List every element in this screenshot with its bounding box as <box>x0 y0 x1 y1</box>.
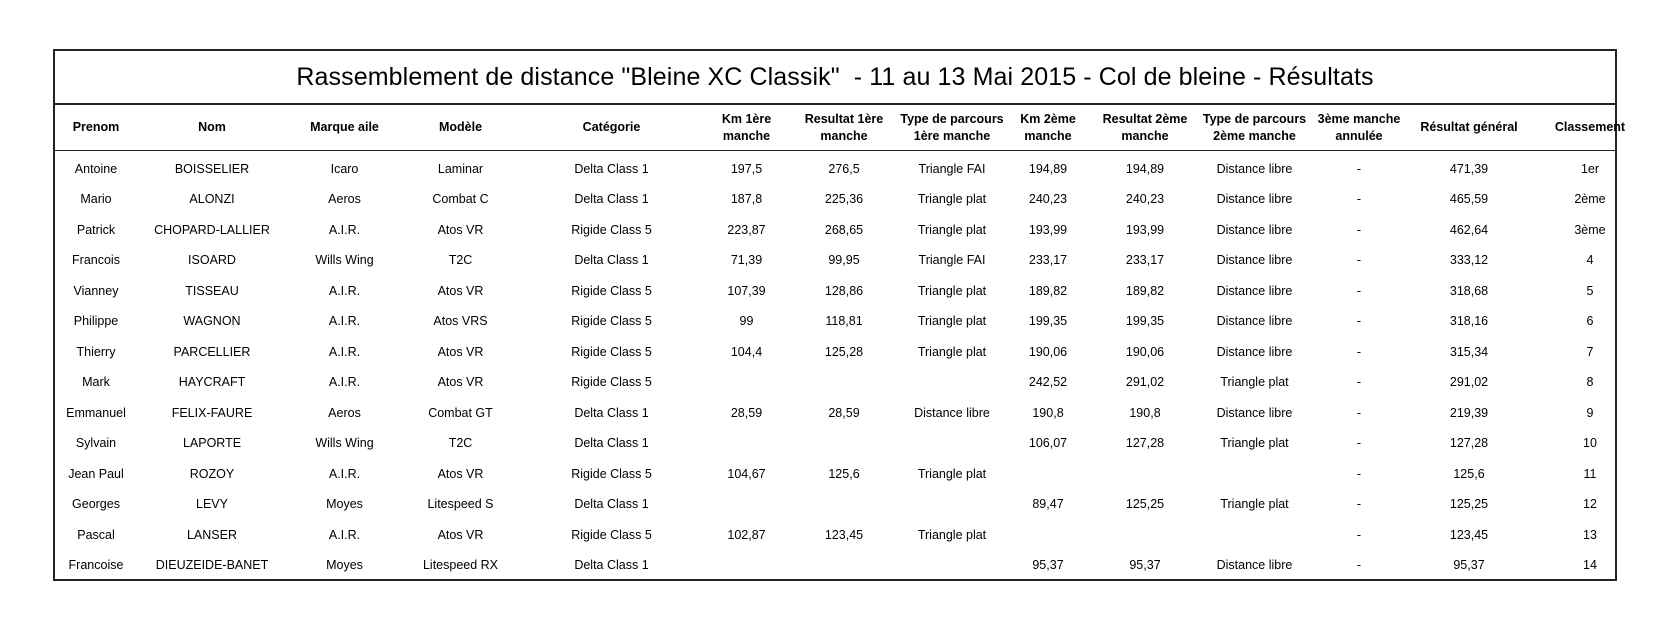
modele-cell: Combat GT <box>428 405 493 420</box>
categorie-cell: Rigide Class 5 <box>571 283 652 298</box>
results-table <box>53 49 1626 581</box>
modele-cell: Atos VR <box>437 222 484 237</box>
table-row <box>55 185 1615 216</box>
resultat-1ere-manche-cell: 123,45 <box>824 527 864 542</box>
nom-cell: LAPORTE <box>182 436 242 451</box>
categorie-cell: Delta Class 1 <box>574 497 649 512</box>
resultat-1ere-manche-cell: 128,86 <box>824 283 864 298</box>
km-1ere-manche-cell: 187,8 <box>730 192 763 207</box>
marque-aile-cell: Wills Wing <box>315 436 374 451</box>
prenom-cell: Thierry <box>76 344 116 359</box>
nom-cell: HAYCRAFT <box>178 375 246 390</box>
marque-aile-cell: Moyes <box>326 558 363 573</box>
column-header-km-1ere-manche: Km 1ère manche <box>721 111 772 143</box>
3eme-manche-annulee-cell: - <box>1356 283 1362 298</box>
type-parcours-2eme-manche-cell: Distance libre <box>1216 192 1293 207</box>
km-2eme-manche-cell: 190,06 <box>1028 344 1068 359</box>
classement-cell: 2ème <box>1574 192 1606 207</box>
resultat-general-cell: 95,37 <box>1453 558 1485 573</box>
type-parcours-2eme-manche-cell: Distance libre <box>1216 283 1293 298</box>
type-parcours-1ere-manche-cell: Triangle plat <box>917 527 987 542</box>
km-2eme-manche-cell: 233,17 <box>1028 253 1068 268</box>
marque-aile-cell: A.I.R. <box>328 283 361 298</box>
table-row <box>55 246 1615 277</box>
nom-cell: ALONZI <box>189 192 235 207</box>
km-2eme-manche-cell: 189,82 <box>1028 283 1068 298</box>
modele-cell: Atos VR <box>437 375 484 390</box>
table-row <box>55 307 1615 338</box>
categorie-cell: Delta Class 1 <box>574 253 649 268</box>
prenom-cell: Antoine <box>74 161 118 176</box>
type-parcours-1ere-manche-cell: Triangle plat <box>917 222 987 237</box>
type-parcours-2eme-manche-cell: Distance libre <box>1216 344 1293 359</box>
table-row <box>55 215 1615 246</box>
km-1ere-manche-cell: 102,87 <box>727 527 766 542</box>
classement-cell: 4 <box>1586 253 1594 268</box>
column-header-classement: Classement <box>1554 120 1626 134</box>
table-row <box>55 551 1615 582</box>
type-parcours-2eme-manche-cell: Distance libre <box>1216 222 1293 237</box>
categorie-cell: Rigide Class 5 <box>571 344 652 359</box>
categorie-cell: Delta Class 1 <box>574 192 649 207</box>
modele-cell: T2C <box>448 436 473 451</box>
3eme-manche-annulee-cell: - <box>1356 222 1362 237</box>
modele-cell: Litespeed RX <box>422 558 499 573</box>
km-1ere-manche-cell: 223,87 <box>727 222 766 237</box>
resultat-2eme-manche-cell: 199,35 <box>1125 314 1165 329</box>
marque-aile-cell: A.I.R. <box>328 314 361 329</box>
column-header-type-parcours-1ere-manche: Type de parcours 1ère manche <box>900 111 1004 143</box>
categorie-cell: Rigide Class 5 <box>571 314 652 329</box>
modele-cell: Combat C <box>432 192 489 207</box>
table-row <box>55 398 1615 429</box>
table-title: Rassemblement de distance "Bleine XC Classik" - 11 au 13 Mai 2015 - Col de bleine - Résultats <box>55 51 1615 105</box>
prenom-cell: Mark <box>82 375 110 390</box>
km-1ere-manche-cell: 28,59 <box>730 405 763 420</box>
3eme-manche-annulee-cell: - <box>1356 192 1362 207</box>
column-header-categorie: Catégorie <box>582 120 641 134</box>
categorie-cell: Rigide Class 5 <box>571 375 652 390</box>
km-2eme-manche-cell: 199,35 <box>1028 314 1068 329</box>
3eme-manche-annulee-cell: - <box>1356 405 1362 420</box>
table-row <box>55 337 1615 368</box>
resultat-general-cell: 333,12 <box>1449 253 1489 268</box>
type-parcours-2eme-manche-cell: Distance libre <box>1216 405 1293 420</box>
nom-cell: DIEUZEIDE-BANET <box>155 558 269 573</box>
column-header-resultat-2eme-manche: Resultat 2ème manche <box>1102 111 1188 143</box>
resultat-2eme-manche-cell: 190,8 <box>1129 405 1161 420</box>
column-header-km-2eme-manche: Km 2ème manche <box>1020 111 1076 143</box>
marque-aile-cell: Aeros <box>328 405 361 420</box>
prenom-cell: Philippe <box>73 314 119 329</box>
km-2eme-manche-cell: 240,23 <box>1028 192 1068 207</box>
modele-cell: Laminar <box>437 161 484 176</box>
classement-cell: 10 <box>1583 436 1597 451</box>
nom-cell: PARCELLIER <box>173 344 251 359</box>
marque-aile-cell: A.I.R. <box>328 375 361 390</box>
km-1ere-manche-cell: 99 <box>739 314 754 329</box>
column-header-prenom: Prenom <box>72 120 120 134</box>
resultat-general-cell: 123,45 <box>1449 527 1489 542</box>
categorie-cell: Delta Class 1 <box>574 436 649 451</box>
column-header-nom: Nom <box>198 120 226 134</box>
classement-cell: 13 <box>1583 527 1597 542</box>
type-parcours-1ere-manche-cell: Triangle plat <box>917 192 987 207</box>
resultat-2eme-manche-cell: 189,82 <box>1125 283 1165 298</box>
resultat-1ere-manche-cell: 28,59 <box>828 405 860 420</box>
resultat-1ere-manche-cell: 118,81 <box>825 314 863 329</box>
resultat-general-cell: 462,64 <box>1449 222 1489 237</box>
marque-aile-cell: A.I.R. <box>328 466 361 481</box>
km-1ere-manche-cell: 107,39 <box>727 283 766 298</box>
prenom-cell: Sylvain <box>75 436 117 451</box>
resultat-2eme-manche-cell: 291,02 <box>1125 375 1165 390</box>
modele-cell: Atos VR <box>437 344 484 359</box>
km-1ere-manche-cell: 197,5 <box>730 161 763 176</box>
marque-aile-cell: Icaro <box>330 161 359 176</box>
table-row <box>55 154 1615 185</box>
classement-cell: 12 <box>1583 497 1597 512</box>
categorie-cell: Delta Class 1 <box>574 161 649 176</box>
km-2eme-manche-cell: 193,99 <box>1028 222 1068 237</box>
km-2eme-manche-cell: 242,52 <box>1028 375 1068 390</box>
resultat-general-cell: 465,59 <box>1449 192 1489 207</box>
3eme-manche-annulee-cell: - <box>1356 527 1362 542</box>
type-parcours-2eme-manche-cell: Distance libre <box>1216 253 1293 268</box>
km-1ere-manche-cell: 104,4 <box>730 344 763 359</box>
type-parcours-1ere-manche-cell: Triangle plat <box>917 314 987 329</box>
3eme-manche-annulee-cell: - <box>1356 314 1362 329</box>
km-1ere-manche-cell: 71,39 <box>730 253 763 268</box>
resultat-general-cell: 125,6 <box>1453 466 1485 481</box>
3eme-manche-annulee-cell: - <box>1356 466 1362 481</box>
type-parcours-1ere-manche-cell: Triangle FAI <box>918 253 986 268</box>
table-row <box>55 276 1615 307</box>
resultat-1ere-manche-cell: 99,95 <box>828 253 860 268</box>
marque-aile-cell: Wills Wing <box>315 253 374 268</box>
resultat-general-cell: 127,28 <box>1449 436 1489 451</box>
3eme-manche-annulee-cell: - <box>1356 344 1362 359</box>
resultat-2eme-manche-cell: 190,06 <box>1125 344 1165 359</box>
resultat-general-cell: 291,02 <box>1449 375 1489 390</box>
nom-cell: LEVY <box>196 497 228 512</box>
resultat-2eme-manche-cell: 240,23 <box>1125 192 1165 207</box>
table-body <box>55 151 1615 581</box>
classement-cell: 6 <box>1586 314 1594 329</box>
type-parcours-2eme-manche-cell: Triangle plat <box>1220 436 1289 451</box>
classement-cell: 14 <box>1583 558 1597 573</box>
type-parcours-1ere-manche-cell: Triangle plat <box>917 466 987 481</box>
type-parcours-1ere-manche-cell: Triangle plat <box>917 344 987 359</box>
marque-aile-cell: Moyes <box>326 497 363 512</box>
column-header-resultat-general: Résultat général <box>1420 120 1518 134</box>
km-2eme-manche-cell: 106,07 <box>1028 436 1068 451</box>
table-row <box>55 520 1615 551</box>
marque-aile-cell: A.I.R. <box>328 344 361 359</box>
resultat-1ere-manche-cell: 125,6 <box>828 466 860 481</box>
column-header-marque-aile: Marque aile <box>310 120 379 134</box>
classement-cell: 9 <box>1586 405 1594 420</box>
nom-cell: ISOARD <box>188 253 236 268</box>
marque-aile-cell: A.I.R. <box>328 222 361 237</box>
categorie-cell: Delta Class 1 <box>574 558 649 573</box>
prenom-cell: Mario <box>80 192 112 207</box>
prenom-cell: Pascal <box>77 527 115 542</box>
resultat-1ere-manche-cell: 276,5 <box>828 161 860 176</box>
type-parcours-2eme-manche-cell: Distance libre <box>1216 314 1293 329</box>
3eme-manche-annulee-cell: - <box>1356 161 1362 176</box>
categorie-cell: Rigide Class 5 <box>571 466 652 481</box>
resultat-general-cell: 219,39 <box>1449 405 1489 420</box>
resultat-2eme-manche-cell: 233,17 <box>1125 253 1165 268</box>
prenom-cell: Emmanuel <box>66 405 126 420</box>
classement-cell: 5 <box>1586 283 1594 298</box>
table-row <box>55 368 1615 399</box>
resultat-2eme-manche-cell: 125,25 <box>1125 497 1165 512</box>
resultat-general-cell: 318,16 <box>1449 314 1489 329</box>
table-row <box>55 459 1615 490</box>
type-parcours-1ere-manche-cell: Distance libre <box>914 405 990 420</box>
modele-cell: Atos VR <box>437 283 484 298</box>
km-1ere-manche-cell: 104,67 <box>727 466 766 481</box>
km-2eme-manche-cell: 89,47 <box>1032 497 1064 512</box>
km-2eme-manche-cell: 190,8 <box>1032 405 1064 420</box>
table-row <box>55 429 1615 460</box>
classement-cell: 11 <box>1583 466 1597 481</box>
nom-cell: TISSEAU <box>185 283 239 298</box>
prenom-cell: Georges <box>72 497 120 512</box>
resultat-2eme-manche-cell: 95,37 <box>1129 558 1161 573</box>
nom-cell: ROZOY <box>189 466 235 481</box>
prenom-cell: Jean Paul <box>68 466 124 481</box>
nom-cell: FELIX-FAURE <box>171 405 253 420</box>
categorie-cell: Rigide Class 5 <box>571 222 652 237</box>
prenom-cell: Vianney <box>73 283 119 298</box>
resultat-2eme-manche-cell: 127,28 <box>1125 436 1165 451</box>
prenom-cell: Francois <box>72 253 120 268</box>
type-parcours-2eme-manche-cell: Distance libre <box>1216 558 1293 573</box>
marque-aile-cell: A.I.R. <box>328 527 361 542</box>
nom-cell: CHOPARD-LALLIER <box>154 222 270 237</box>
resultat-1ere-manche-cell: 268,65 <box>824 222 864 237</box>
column-header-type-parcours-2eme-manche: Type de parcours 2ème manche <box>1202 111 1307 143</box>
type-parcours-1ere-manche-cell: Triangle plat <box>917 283 987 298</box>
modele-cell: Litespeed S <box>427 497 494 512</box>
resultat-2eme-manche-cell: 194,89 <box>1125 161 1165 176</box>
classement-cell: 8 <box>1586 375 1594 390</box>
modele-cell: T2C <box>448 253 473 268</box>
column-header-modele: Modèle <box>438 120 483 134</box>
categorie-cell: Delta Class 1 <box>574 405 649 420</box>
type-parcours-2eme-manche-cell: Triangle plat <box>1220 497 1289 512</box>
table-row <box>55 490 1615 521</box>
classement-cell: 3ème <box>1574 222 1606 237</box>
type-parcours-2eme-manche-cell: Triangle plat <box>1220 375 1289 390</box>
km-2eme-manche-cell: 95,37 <box>1032 558 1064 573</box>
header-row <box>55 105 1626 151</box>
3eme-manche-annulee-cell: - <box>1356 436 1362 451</box>
3eme-manche-annulee-cell: - <box>1356 253 1362 268</box>
column-header-resultat-1ere-manche: Resultat 1ère manche <box>804 111 884 143</box>
type-parcours-2eme-manche-cell: Distance libre <box>1216 161 1293 176</box>
resultat-general-cell: 125,25 <box>1449 497 1489 512</box>
3eme-manche-annulee-cell: - <box>1356 558 1362 573</box>
resultat-2eme-manche-cell: 193,99 <box>1125 222 1165 237</box>
categorie-cell: Rigide Class 5 <box>571 527 652 542</box>
marque-aile-cell: Aeros <box>328 192 361 207</box>
resultat-1ere-manche-cell: 125,28 <box>824 344 864 359</box>
resultat-1ere-manche-cell: 225,36 <box>824 192 864 207</box>
resultat-general-cell: 315,34 <box>1449 344 1489 359</box>
classement-cell: 1er <box>1580 161 1600 176</box>
modele-cell: Atos VR <box>437 527 484 542</box>
modele-cell: Atos VR <box>437 466 484 481</box>
type-parcours-1ere-manche-cell: Triangle FAI <box>918 161 986 176</box>
3eme-manche-annulee-cell: - <box>1356 497 1362 512</box>
resultat-general-cell: 471,39 <box>1449 161 1489 176</box>
prenom-cell: Patrick <box>76 222 116 237</box>
3eme-manche-annulee-cell: - <box>1356 375 1362 390</box>
nom-cell: LANSER <box>186 527 238 542</box>
resultat-general-cell: 318,68 <box>1449 283 1489 298</box>
classement-cell: 7 <box>1586 344 1594 359</box>
column-header-3eme-manche-annulee: 3ème manche annulée <box>1317 111 1401 143</box>
modele-cell: Atos VRS <box>433 314 488 329</box>
km-2eme-manche-cell: 194,89 <box>1028 161 1068 176</box>
prenom-cell: Francoise <box>68 558 124 573</box>
nom-cell: BOISSELIER <box>174 161 250 176</box>
nom-cell: WAGNON <box>183 314 241 329</box>
